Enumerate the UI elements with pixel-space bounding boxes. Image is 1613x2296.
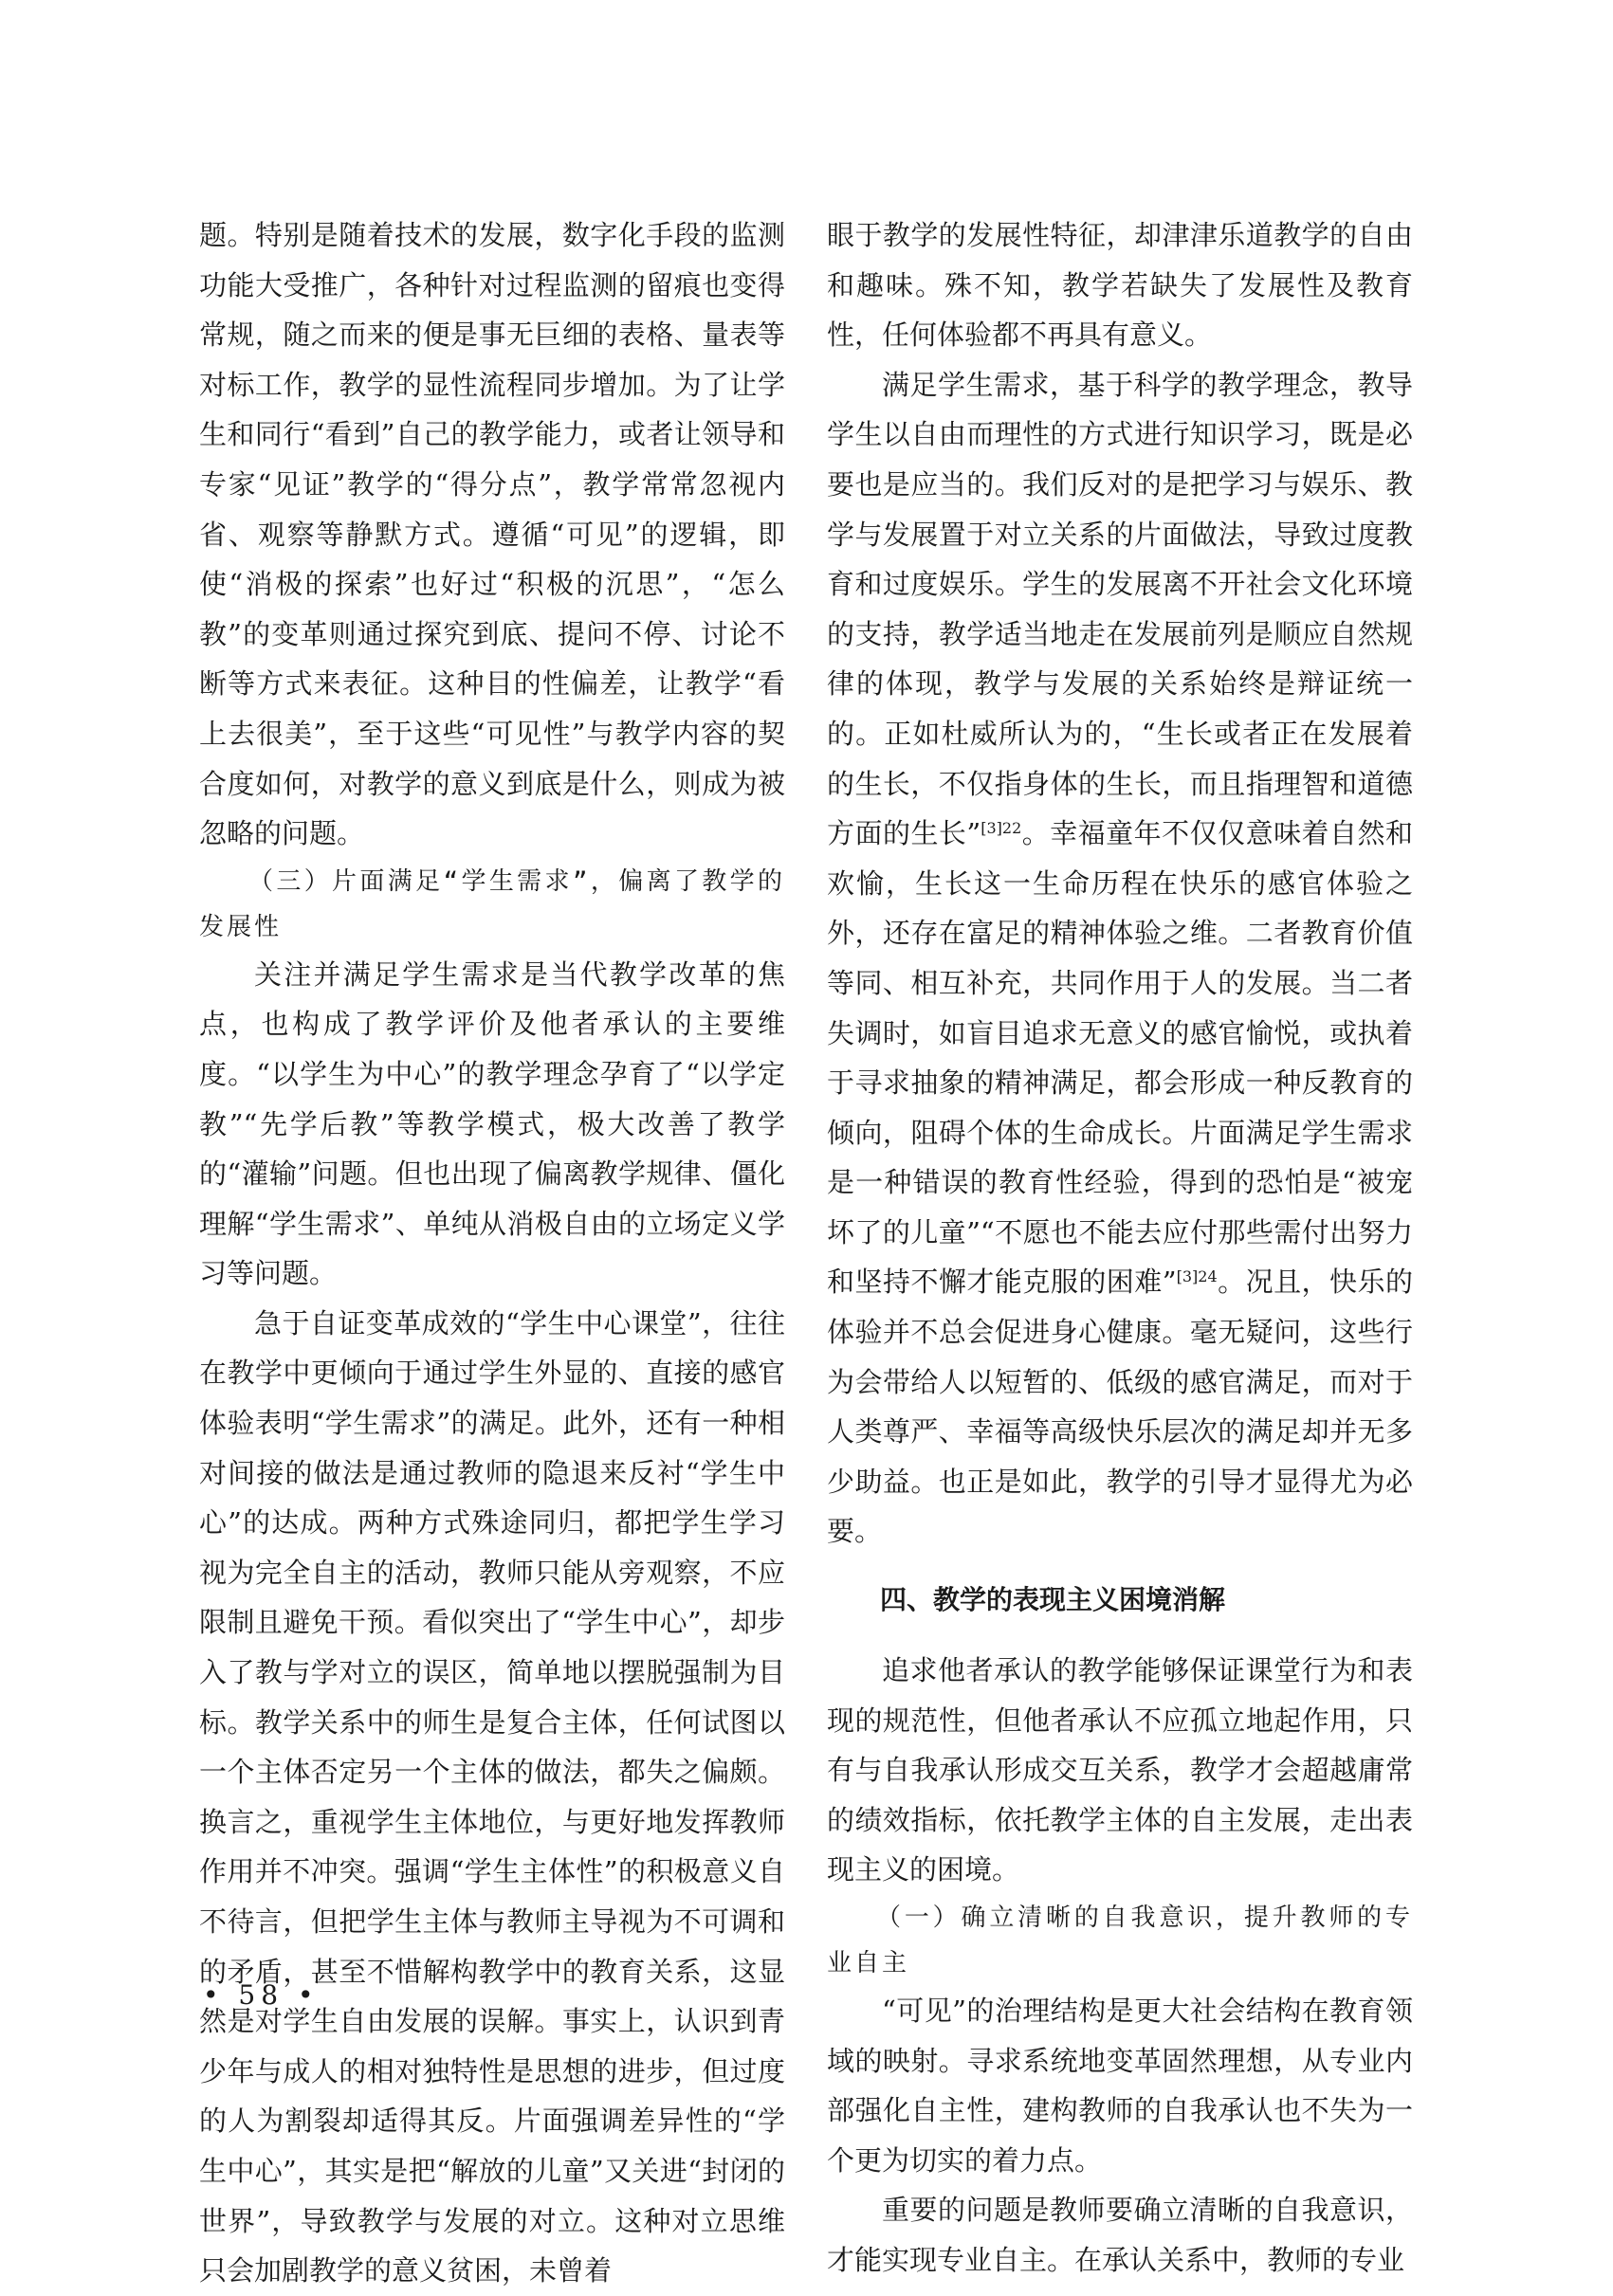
paragraph-text: 。况且，快乐的体验并不总会促进身心健康。毫无疑问，这些行为会带给人以短暂的、低级的感官满足，而对于人类尊严、幸福等高级快乐层次的满足却并无多少助益。也正是如此，教学的引导才显得尤为必要。 [827, 1266, 1413, 1548]
page-number: • 58 • [203, 1979, 320, 2011]
paragraph: 重要的问题是教师要确立清晰的自我意识，才能实现专业自主。在承认关系中，教师的专业 [827, 2194, 1413, 2276]
paragraph: 关注并满足学生需求是当代教学改革的焦点，也构成了教学评价及他者承认的主要维度。“以学生为中心”的教学理念孕育了“以学定教”“先学后教”等教学模式，极大改善了教学的“灌输”问题。但也出现了偏离教学规律、僵化理解“学生需求”、单纯从消极自由的立场定义学习等问题。 [199, 957, 785, 1290]
citation: [3]24 [1176, 1267, 1218, 1286]
right-column [827, 210, 1413, 2286]
paragraph: “可见”的治理结构是更大社会结构在教育领域的映射。寻求系统地变革固然理想，从专业内部强化自主性，建构教师的自我承认也不失为一个更为切实的着力点。 [827, 1995, 1413, 2177]
paragraph: 眼于教学的发展性特征，却津津乐道教学的自由和趣味。殊不知，教学若缺失了发展性及教育性，任何体验都不再具有意义。 [827, 219, 1413, 352]
paragraph: 追求他者承认的教学能够保证课堂行为和表现的规范性，但他者承认不应孤立地起作用，只有与自我承认形成交互关系，教学才会超越庸常的绩效指标，依托教学主体的自主发展，走出表现主义的困境。 [827, 1654, 1413, 1886]
paragraph: 题。特别是随着技术的发展，数字化手段的监测功能大受推广，各种针对过程监测的留痕也变得常规，随之而来的便是事无巨细的表格、量表等对标工作，教学的显性流程同步增加。为了让学生和同行“看到”自己的教学能力，或者让领导和专家“见证”教学的“得分点”，教学常常忽视内省、观察等静默方式。遵循“可见”的逻辑，即使“消极的探索”也好过“积极的沉思”，“怎么教”的变革则通过探究到底、提问不停、讨论不断等方式来表征。这种目的性偏差，让教学“看上去很美”，至于这些“可见性”与教学内容的契合度如何，对教学的意义到底是什么，则成为被忽略的问题。 [199, 219, 785, 850]
subsection-heading: （一）确立清晰的自我意识，提升教师的专业自主 [827, 1904, 1413, 1977]
paragraph-text: 。幸福童年不仅仅意味着自然和欢愉，生长这一生命历程在快乐的感官体验之外，还存在富足的精神体验之维。二者教育价值等同、相互补充，共同作用于人的发展。当二者失调时，如盲目追求无意义的感官愉悦，或执着于寻求抽象的精神满足，都会形成一种反教育的倾向，阻碍个体的生命成长。片面满足学生需求是一种错误的教育性经验，得到的恐怕是“被宠坏了的儿童”“不愿也不能去应付那些需付出努力和坚持不懈才能克服的困难” [827, 817, 1413, 1299]
subsection-heading: （三）片面满足“学生需求”，偏离了教学的发展性 [199, 866, 785, 941]
paragraph: 急于自证变革成效的“学生中心课堂”，往往在教学中更倾向于通过学生外显的、直接的感官体验表明“学生需求”的满足。此外，还有一种相对间接的做法是通过教师的隐退来反衬“学生中心”的达成。两种方式殊途同归，都把学生学习视为完全自主的活动，教师只能从旁观察，不应限制且避免干预。看似突出了“学生中心”，却步入了教与学对立的误区，简单地以摆脱强制为目标。教学关系中的师生是复合主体，任何试图以一个主体否定另一个主体的做法，都失之偏颇。换言之，重视学生主体地位，与更好地发挥教师作用并不冲突。强调“学生主体性”的积极意义自不待言，但把学生主体与教师主导视为不可调和的矛盾，甚至不惜解构教学中的教育关系，这显然是对学生自由发展的误解。事实上，认识到青少年与成人的相对独特性是思想的进步，但过度的人为割裂却适得其反。片面强调差异性的“学生中心”，其实是把“解放的儿童”又关进“封闭的世界”，导致教学与发展的对立。这种对立思维只会加剧教学的意义贫困，未曾着 [199, 1306, 785, 2287]
citation: [3]22 [981, 819, 1022, 838]
paragraph-text: 满足学生需求，基于科学的教学理念，教导学生以自由而理性的方式进行知识学习，既是必要也是应当的。我们反对的是把学习与娱乐、教学与发展置于对立关系的片面做法，导致过度教育和过度娱乐。学生的发展离不开社会文化环境的支持，教学适当地走在发展前列是顺应自然规律的体现，教学与发展的关系始终是辩证统一的。正如杜威所认为的，“生长或者正在发展着的生长，不仅指身体的生长，而且指理智和道德方面的生长” [827, 368, 1413, 850]
paragraph [827, 360, 1413, 1557]
section-heading: 四、教学的表现主义困境消解 [880, 1584, 1226, 1616]
